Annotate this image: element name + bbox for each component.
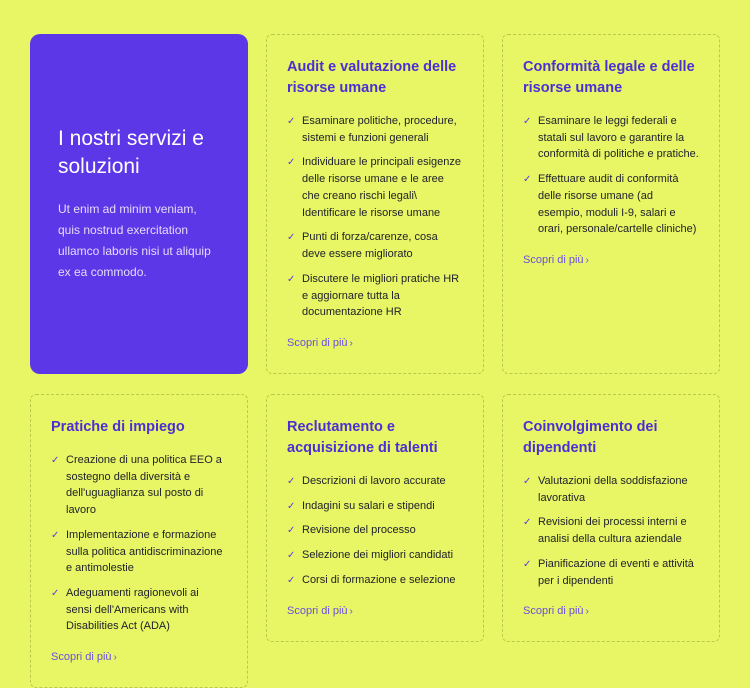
list-item-label: Individuare le principali esigenze delle risorse umane e le aree che creano rischi legali\ Identificare le risorse umane: [302, 156, 461, 219]
learn-more-link[interactable]: [523, 605, 589, 617]
list-item: [287, 498, 463, 515]
list-item: [523, 171, 699, 238]
learn-more-label: Scopri di più: [523, 254, 584, 267]
list-item-label: Punti di forza/carenze, cosa deve essere migliorato: [302, 231, 438, 261]
card-list: [287, 113, 463, 321]
check-icon: ✓: [287, 550, 296, 562]
service-card-recruiting: [266, 394, 484, 642]
list-item: [287, 154, 463, 221]
list-item: [51, 452, 227, 519]
chevron-right-icon: ›: [585, 255, 589, 267]
list-item-label: Creazione di una politica EEO a sostegno della diversità e dell'uguaglianza sul posto di lavoro: [66, 453, 222, 517]
list-item-label: Valutazioni della soddisfazione lavorativa: [538, 474, 688, 504]
check-icon: ✓: [287, 525, 296, 537]
check-icon: ✓: [287, 157, 296, 169]
list-item: [523, 556, 699, 589]
list-item: [287, 113, 463, 146]
service-card-engagement: [502, 394, 720, 642]
learn-more-link[interactable]: [287, 337, 353, 349]
list-item-label: Revisioni dei processi interni e analisi della cultura aziendale: [538, 516, 687, 546]
service-card-audit: [266, 34, 484, 374]
service-card-compliance: [502, 34, 720, 374]
check-icon: ✓: [523, 475, 532, 487]
check-icon: ✓: [287, 116, 296, 128]
card-list: [523, 113, 699, 238]
card-title: Coinvolgimento dei dipendenti: [523, 418, 658, 456]
learn-more-label: Scopri di più: [523, 605, 584, 618]
list-item: [287, 522, 463, 539]
list-item: [523, 113, 699, 163]
list-item: [287, 547, 463, 564]
card-title: Audit e valutazione delle risorse umane: [287, 59, 457, 97]
check-icon: ✓: [287, 574, 296, 586]
list-item: [51, 585, 227, 635]
chevron-right-icon: ›: [113, 652, 117, 664]
card-list: [287, 473, 463, 589]
list-item-label: Indagini su salari e stipendi: [302, 499, 435, 512]
page-title: I nostri servizi e soluzioni: [58, 127, 204, 178]
hero-description: Ut enim ad minim veniam, quis nostrud exercitation ullamco laboris nisi ut aliquip ex ea commodo.: [58, 201, 211, 279]
list-item: [287, 473, 463, 490]
card-title: Pratiche di impiego: [51, 418, 185, 435]
chevron-right-icon: ›: [349, 605, 353, 617]
check-icon: ✓: [523, 517, 532, 529]
card-title: Conformità legale e delle risorse umane: [523, 59, 695, 97]
list-item-label: Esaminare politiche, procedure, sistemi e funzioni generali: [302, 115, 457, 144]
check-icon: ✓: [51, 529, 60, 541]
list-item-label: Adeguamenti ragionevoli ai sensi dell'Americans with Disabilities Act (ADA): [66, 586, 199, 633]
list-item-label: Pianificazione di eventi e attività per i dipendenti: [538, 557, 694, 587]
check-icon: ✓: [51, 454, 60, 466]
list-item-label: Revisione del processo: [302, 524, 416, 537]
check-icon: ✓: [523, 558, 532, 570]
list-item-label: Discutere le migliori pratiche HR e aggiornare tutta la documentazione HR: [302, 272, 460, 319]
learn-more-link[interactable]: [523, 254, 589, 266]
service-card-employment: [30, 394, 248, 688]
learn-more-link[interactable]: [51, 651, 117, 663]
list-item: [287, 271, 463, 321]
list-item-label: Descrizioni di lavoro accurate: [302, 474, 446, 487]
card-list: [523, 473, 699, 589]
chevron-right-icon: ›: [349, 337, 353, 349]
check-icon: ✓: [287, 475, 296, 487]
learn-more-label: Scopri di più: [287, 336, 348, 349]
list-item: [523, 473, 699, 506]
hero-card: [30, 34, 248, 374]
list-item: [523, 514, 699, 547]
list-item: [287, 572, 463, 589]
check-icon: ✓: [523, 174, 532, 186]
card-title: Reclutamento e acquisizione di talenti: [287, 418, 438, 456]
learn-more-label: Scopri di più: [287, 604, 348, 617]
check-icon: ✓: [523, 116, 532, 128]
card-list: [51, 452, 227, 635]
list-item: [287, 229, 463, 262]
check-icon: ✓: [51, 587, 60, 599]
learn-more-label: Scopri di più: [51, 651, 112, 664]
list-item-label: Corsi di formazione e selezione: [302, 573, 456, 586]
list-item-label: Effettuare audit di conformità delle risorse umane (ad esempio, moduli I-9, salari e orari, personale/cartelle cliniche): [538, 173, 697, 236]
list-item: [51, 527, 227, 577]
check-icon: ✓: [287, 273, 296, 285]
learn-more-link[interactable]: [287, 605, 353, 617]
list-item-label: Selezione dei migliori candidati: [302, 549, 454, 562]
list-item-label: Esaminare le leggi federali e statali sul lavoro e garantire la conformità di politiche e pratiche.: [538, 115, 699, 161]
chevron-right-icon: ›: [585, 606, 589, 618]
list-item-label: Implementazione e formazione sulla politica antidiscriminazione e antimolestie: [66, 528, 223, 575]
check-icon: ✓: [287, 232, 296, 244]
check-icon: ✓: [287, 500, 296, 512]
